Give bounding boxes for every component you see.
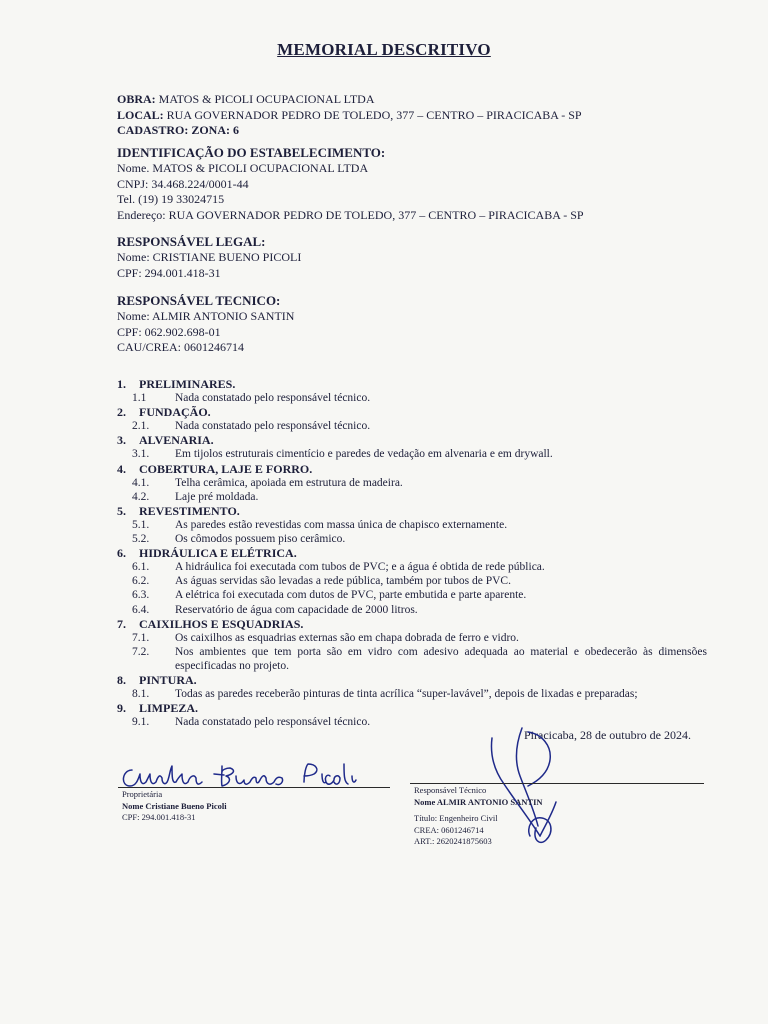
section-item: 5.1. As paredes estão revestidas com massa única de chapisco externamente. (132, 518, 508, 531)
owner-signature-line (118, 787, 390, 788)
responsavel-tecnico-heading: RESPONSÁVEL TECNICO: (117, 293, 281, 308)
section-heading: 4. COBERTURA, LAJE E FORRO. (117, 461, 313, 476)
section-item: 9.1. Nada constatado pelo responsável técnico. (132, 716, 371, 729)
identificacao-endereco: Endereço: RUA GOVERNADOR PEDRO DE TOLEDO, 377 – CENTRO – PIRACICABA - SP (117, 207, 584, 222)
local-value: RUA GOVERNADOR PEDRO DE TOLEDO, 377 – CENTRO – PIRACICABA - SP (166, 107, 582, 122)
identificacao-block (117, 145, 584, 223)
owner-cpf: CPF: 294.001.418-31 (122, 812, 196, 822)
section-item: 6.4. Reservatório de água com capacidade de 2000 litros. (132, 603, 418, 616)
responsavel-legal-nome: Nome: CRISTIANE BUENO PICOLI (117, 250, 302, 264)
section-item: 6.1. A hidráulica foi executada com tubos de PVC; e a água é obtida de rede pública. (132, 561, 545, 574)
section-item: 5.2. Os cômodos possuem piso cerâmico. (132, 533, 346, 546)
engineer-titulo: Título: Engenheiro Civil (414, 813, 498, 823)
section-heading: 5. REVESTIMENTO. (117, 503, 240, 518)
section-heading: 3. ALVENARIA. (117, 433, 214, 448)
section-item: 7.1. Os caixilhos as esquadrias externas são em chapa dobrada de ferro e vidro. (132, 631, 519, 644)
section-heading: 2. FUNDAÇÃO. (117, 405, 211, 420)
owner-signature-block (122, 789, 227, 824)
engineer-name: Nome ALMIR ANTONIO SANTIN (414, 796, 543, 807)
section-item: 4.1. Telha cerâmica, apoiada em estrutura de madeira. (132, 476, 403, 489)
owner-role: Proprietária (122, 789, 163, 799)
responsavel-legal-cpf: CPF: 294.001.418-31 (117, 265, 221, 280)
engineer-role: Responsável Técnico (414, 785, 487, 795)
document-title: MEMORIAL DESCRITIVO (277, 40, 491, 59)
engineer-crea: CREA: 0601246714 (414, 824, 484, 835)
responsavel-legal-block (117, 234, 301, 281)
responsavel-tecnico-nome: Nome: ALMIR ANTONIO SANTIN (117, 309, 295, 323)
local-line (117, 108, 582, 124)
obra-value: MATOS & PICOLI OCUPACIONAL LTDA (158, 92, 375, 106)
obra-block (117, 92, 582, 139)
section-heading: 7. CAIXILHOS E ESQUADRIAS. (117, 616, 304, 631)
engineer-signature-line (410, 783, 704, 784)
section-item: 1.1 Nada constatado pelo responsável técnico. (132, 392, 371, 405)
responsavel-tecnico-block (117, 293, 294, 356)
obra-label: OBRA: (117, 92, 156, 106)
section-item: 6.3. A elétrica foi executada com dutos de PVC, parte embutida e parte aparente. (132, 589, 527, 602)
responsavel-tecnico-crea: CAU/CREA: 0601246714 (117, 340, 245, 354)
section-item: 8.1. Todas as paredes receberão pinturas de tinta acrílica “super-lavável”, depois de lixadas e preparadas; (132, 688, 638, 701)
section-item: 2.1. Nada constatado pelo responsável técnico. (132, 420, 371, 433)
cadastro-line: CADASTRO: ZONA: 6 (117, 123, 240, 137)
identificacao-nome: Nome. MATOS & PICOLI OCUPACIONAL LTDA (117, 161, 369, 175)
identificacao-heading: IDENTIFICAÇÃO DO ESTABELECIMENTO: (117, 145, 386, 160)
responsavel-legal-heading: RESPONSÁVEL LEGAL: (117, 234, 266, 249)
section-item: 6.2. As águas servidas são levadas a rede pública, também por tubos de PVC. (132, 575, 511, 588)
responsavel-tecnico-cpf: CPF: 062.902.698-01 (117, 324, 221, 339)
section-heading: 9. LIMPEZA. (117, 701, 199, 716)
section-heading: 6. HIDRÁULICA E ELÉTRICA. (117, 546, 297, 561)
section-item: 3.1. Em tijolos estruturais cimentício e paredes de vedação em alvenaria e em drywall. (132, 448, 553, 461)
engineer-art: ART.: 2620241875603 (414, 836, 492, 846)
local-label: LOCAL: (117, 107, 164, 122)
section-heading: 1. PRELIMINARES. (117, 377, 236, 391)
section-item: 4.2. Laje pré moldada. (132, 490, 259, 503)
obra-line (117, 92, 582, 108)
section-item: 7.2. Nos ambientes que tem porta são em vidro com adesivo adequada ao material e obedecerão às dimensões especificadas no projeto. (132, 645, 707, 672)
engineer-signature-block (414, 785, 543, 848)
owner-name: Nome Cristiane Bueno Picoli (122, 800, 227, 811)
identificacao-tel: Tel. (19) 19 33024715 (117, 192, 225, 206)
sections-list (117, 377, 707, 729)
section-heading: 8. PINTURA. (117, 672, 197, 687)
identificacao-cnpj: CNPJ: 34.468.224/0001-44 (117, 176, 249, 191)
date-line: Piracicaba, 28 de outubro de 2024. (524, 728, 691, 742)
